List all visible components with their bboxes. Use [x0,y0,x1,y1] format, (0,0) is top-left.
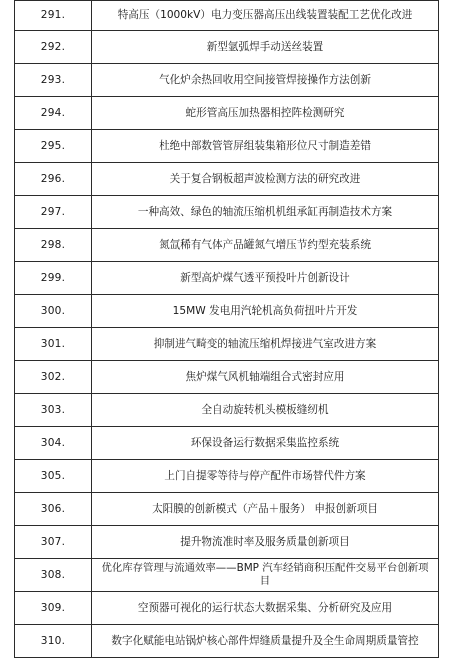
row-number: 295. [15,130,92,163]
project-title: 杜绝中部数管管屏组装集箱形位尺寸制造差错 [92,130,439,163]
row-number: 297. [15,196,92,229]
project-title: 一种高效、绿色的轴流压缩机机组承缸再制造技术方案 [92,196,439,229]
table-row [15,229,439,262]
row-number: 291. [15,1,92,31]
row-number: 296. [15,163,92,196]
table-row [15,427,439,460]
row-number: 306. [15,493,92,526]
table-row [15,1,439,31]
project-title: 空预器可视化的运行状态大数据采集、分析研究及应用 [92,592,439,625]
row-number: 294. [15,97,92,130]
project-title: 蛇形管高压加热器相控阵检测研究 [92,97,439,130]
project-title: 提升物流准时率及服务质量创新项目 [92,526,439,559]
table-row [15,163,439,196]
project-title: 抑制进气畸变的轴流压缩机焊接进气室改进方案 [92,328,439,361]
project-list-table [14,0,439,658]
project-title: 新型高炉煤气透平预投叶片创新设计 [92,262,439,295]
row-number: 309. [15,592,92,625]
table-row [15,328,439,361]
project-title: 关于复合钢板超声波检测方法的研究改进 [92,163,439,196]
project-title: 全自动旋转机头模板缝纫机 [92,394,439,427]
row-number: 298. [15,229,92,262]
row-number: 292. [15,31,92,64]
project-title: 特高压（1000kV）电力变压器高压出线装置装配工艺优化改进 [92,1,439,31]
row-number: 300. [15,295,92,328]
project-title: 气化炉余热回收用空间接管焊接操作方法创新 [92,64,439,97]
row-number: 302. [15,361,92,394]
project-title: 环保设备运行数据采集监控系统 [92,427,439,460]
table-row [15,460,439,493]
row-number: 308. [15,559,92,592]
table-row [15,592,439,625]
table-row [15,625,439,658]
table-row [15,295,439,328]
row-number: 303. [15,394,92,427]
table-row [15,394,439,427]
table-row [15,196,439,229]
table-row [15,361,439,394]
project-title: 15MW 发电用汽轮机高负荷扭叶片开发 [92,295,439,328]
project-title: 上门自提零等待与停产配件市场替代件方案 [92,460,439,493]
table-row [15,493,439,526]
table-row [15,130,439,163]
project-title: 优化库存管理与流通效率——BMP 汽车经销商积压配件交易平台创新项目 [92,559,439,592]
row-number: 307. [15,526,92,559]
project-title: 焦炉煤气风机轴端组合式密封应用 [92,361,439,394]
project-title: 新型氩弧焊手动送丝装置 [92,31,439,64]
row-number: 299. [15,262,92,295]
row-number: 310. [15,625,92,658]
row-number: 301. [15,328,92,361]
table-row [15,526,439,559]
table-row [15,31,439,64]
project-title: 太阳膜的创新模式（产品＋服务） 申报创新项目 [92,493,439,526]
row-number: 293. [15,64,92,97]
table-row [15,64,439,97]
table-row [15,262,439,295]
row-number: 305. [15,460,92,493]
row-number: 304. [15,427,92,460]
table-row [15,559,439,592]
project-title: 氮氙稀有气体产品罐氮气增压节约型充装系统 [92,229,439,262]
project-title: 数字化赋能电站锅炉核心部件焊缝质量提升及全生命周期质量管控 [92,625,439,658]
table-row [15,97,439,130]
